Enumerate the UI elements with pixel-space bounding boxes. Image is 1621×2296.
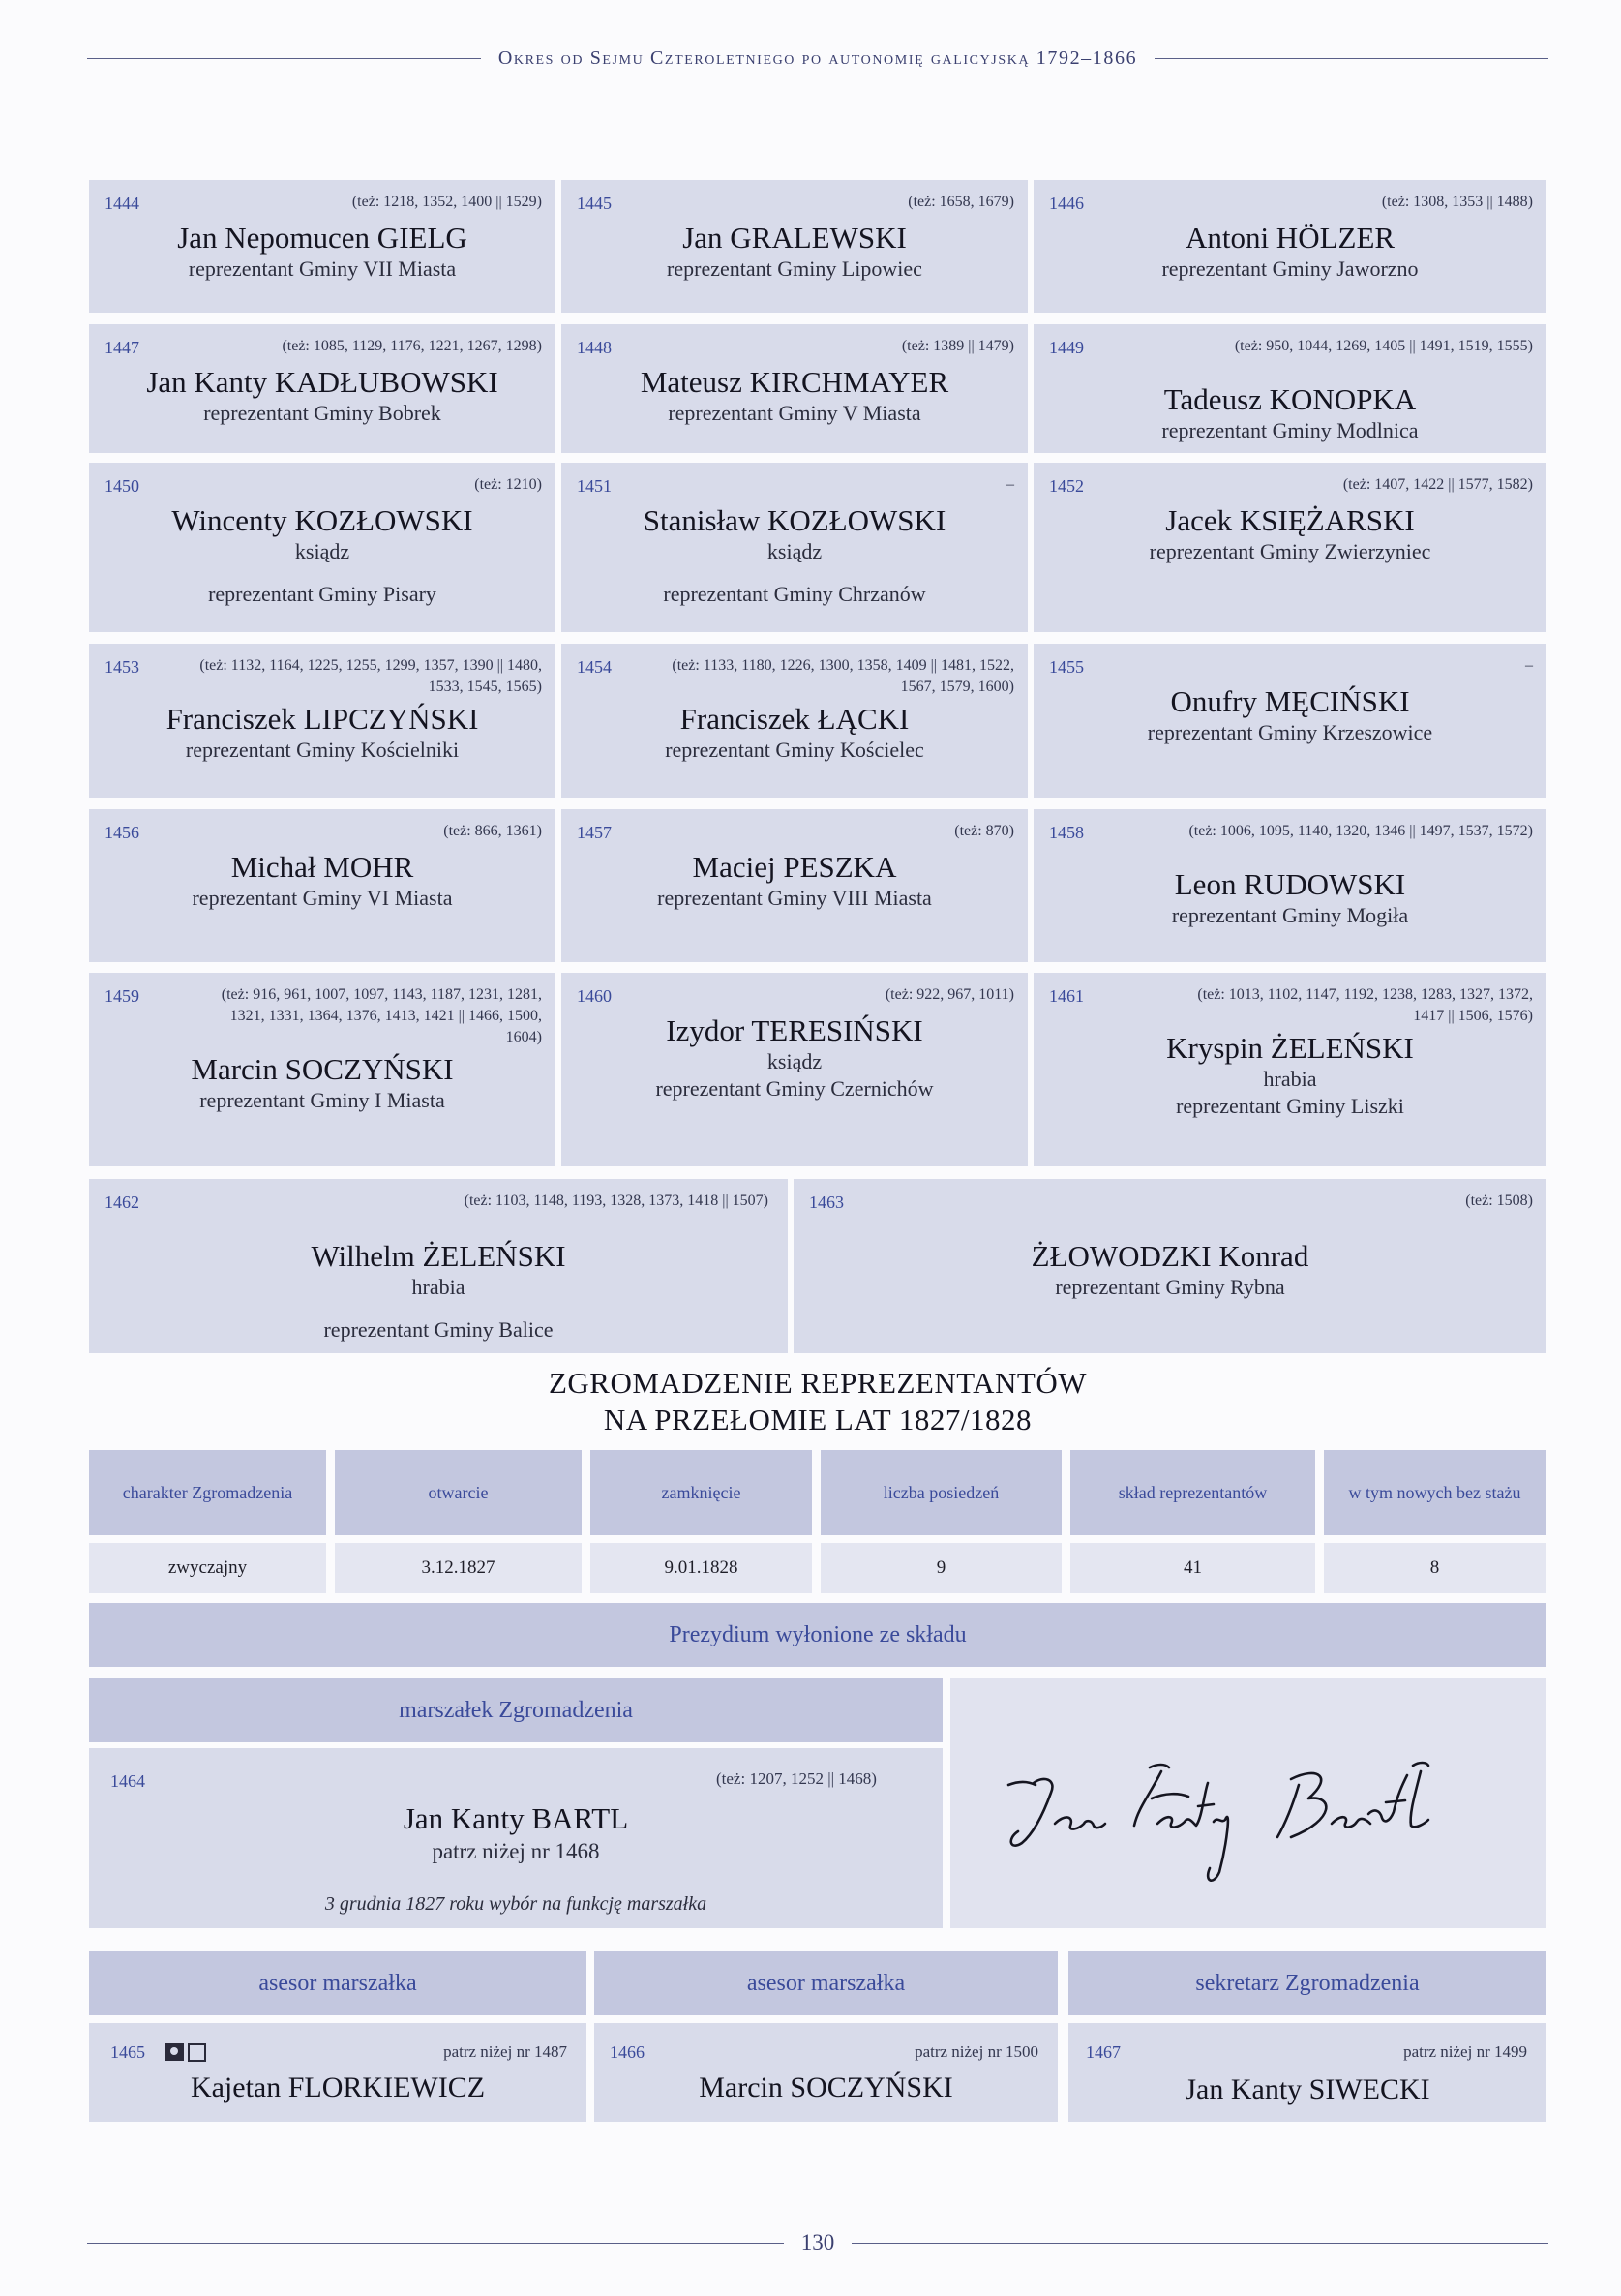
representative-card [89,973,555,1166]
cross-references: (też: 1218, 1352, 1400 || 1529) [351,194,542,210]
empty-box-icon [188,2043,206,2062]
member-card [594,2023,1058,2122]
representative-name: Stanisław KOZŁOWSKI [643,503,946,537]
entry-number: 1453 [105,657,139,677]
representative-name: Leon RUDOWSKI [1174,867,1406,901]
representative-name: Wincenty KOZŁOWSKI [171,503,473,537]
entry-number: 1445 [577,194,612,213]
representative-detail: hrabia [1263,1067,1317,1091]
entry-number: 1450 [105,476,139,496]
cross-references: (też: 1308, 1353 || 1488) [1381,194,1533,210]
entry-number: 1461 [1049,986,1084,1006]
representative-card [561,324,1028,453]
marshal-label: marszałek Zgromadzenia [89,1678,943,1742]
member-name: Jan Kanty SIWECKI [1185,2073,1430,2105]
assembly-title [89,1365,1546,1438]
cross-references: (też: 1085, 1129, 1176, 1221, 1267, 1298) [282,338,542,354]
entry-number: 1456 [105,823,139,842]
representative-name: Izydor TERESIŃSKI [666,1013,923,1047]
representative-card [1034,973,1546,1166]
cross-references: (też: 922, 967, 1011) [885,986,1014,1003]
representative-card [89,324,555,453]
table-cell: 9 [821,1543,1062,1593]
role-label: asesor marszałka [89,1951,586,2015]
entry-number: 1448 [577,338,612,357]
representative-card [1034,180,1546,313]
representative-card [89,809,555,962]
signature-panel [950,1678,1546,1928]
running-header-title: Okres od Sejmu Czteroletniego po autonomię galicyjską 1792–1866 [497,46,1138,69]
representative-card [561,644,1028,798]
see-reference: patrz niżej nr 1499 [1403,2042,1527,2061]
representative-card [561,973,1028,1166]
header-rule-right [1155,58,1548,59]
footer-rule-right [852,2243,1548,2244]
see-reference: patrz niżej nr 1468 [432,1839,600,1863]
table-header-cell: otwarcie [335,1450,582,1535]
entry-number: 1460 [577,986,612,1006]
representative-constituency: reprezentant Gminy Rybna [1055,1275,1285,1299]
representative-detail: reprezentant Gminy Kościelniki [185,738,460,762]
representative-card [89,463,555,632]
representative-detail: reprezentant Gminy Jaworzno [1161,257,1419,281]
representative-detail: reprezentant Gminy Pisary [208,582,436,606]
table-header-cell: liczba posiedzeń [821,1450,1062,1535]
card-row [89,463,1546,632]
cross-references: (też: 916, 961, 1007, 1097, 1143, 1187, 1231, 1281, 1321, 1331, 1364, 1376, 1413, 1421 || 1466, 1500, 1604) [221,986,542,1045]
representative-card [561,809,1028,962]
cross-references: (też: 950, 1044, 1269, 1405 || 1491, 1519, 1555) [1234,338,1533,354]
representative-name: ŻŁOWODZKI Konrad [1031,1239,1309,1273]
representative-detail: reprezentant Gminy VII Miasta [188,257,457,281]
cross-references: (też: 1407, 1422 || 1577, 1582) [1342,476,1533,493]
representative-name: Marcin SOCZYŃSKI [191,1052,454,1086]
representative-detail: reprezentant Gminy V Miasta [668,401,921,425]
marshal-signature [950,1678,1546,1928]
entry-number: 1452 [1049,476,1084,496]
member-card [1068,2023,1546,2122]
representative-name: Maciej PESZKA [692,850,897,884]
page-number: 130 [800,2230,835,2254]
entry-number: 1444 [105,194,139,213]
representative-detail: reprezentant Gminy Lipowiec [667,257,922,281]
representative-name: Jan Kanty KADŁUBOWSKI [146,365,498,399]
member-card [89,2023,586,2122]
table-cell: 8 [1324,1543,1546,1593]
representative-card [794,1179,1546,1353]
table-cell: 3.12.1827 [335,1543,582,1593]
role-label: asesor marszałka [594,1951,1058,2015]
cross-references: (też: 1133, 1180, 1226, 1300, 1358, 1409 || 1481, 1522, 1567, 1579, 1600) [672,657,1014,695]
representative-detail: reprezentant Gminy Liszki [1176,1094,1404,1118]
representative-name: Mateusz KIRCHMAYER [640,365,949,399]
header-rule-left [87,58,481,59]
representative-card [1034,463,1546,632]
representative-constituency: reprezentant Gminy Balice [323,1317,554,1342]
representative-card [89,1179,788,1353]
marshal-name: Jan Kanty BARTL [403,1801,629,1835]
entry-number: 1457 [577,823,612,842]
card-row [89,644,1546,798]
table-header-cell: zamknięcie [590,1450,812,1535]
representative-detail: reprezentant Gminy Chrzanów [663,582,926,606]
marshal-card [89,1748,943,1928]
footer-rule-left [87,2243,784,2244]
table-header-cell: charakter Zgromadzenia [89,1450,326,1535]
assembly-table-row [89,1543,1546,1593]
cross-references: (też: 1013, 1102, 1147, 1192, 1238, 1283, 1327, 1372, 1417 || 1506, 1576) [1197,986,1533,1024]
representative-detail: reprezentant Gminy VIII Miasta [657,886,932,910]
member-name: Marcin SOCZYŃSKI [699,2071,953,2103]
table-cell: zwyczajny [89,1543,326,1593]
representative-name: Wilhelm ŻELEŃSKI [311,1239,566,1273]
representative-name: Kryspin ŻELEŃSKI [1166,1031,1414,1065]
representative-detail: reprezentant Gminy Bobrek [203,401,441,425]
representative-name: Onufry MĘCIŃSKI [1170,684,1410,718]
representative-detail: reprezentant Gminy VI Miasta [192,886,453,910]
representative-detail: ksiądz [766,1049,823,1073]
member-name: Kajetan FLORKIEWICZ [190,2071,486,2103]
representative-name: Tadeusz KONOPKA [1163,382,1417,416]
running-header [87,41,1548,76]
representative-card [1034,324,1546,453]
representative-detail: reprezentant Gminy I Miasta [199,1088,445,1112]
cross-references: (też: 1207, 1252 || 1468) [716,1769,877,1788]
card-row [89,324,1546,453]
card-row [89,809,1546,962]
representative-card [1034,809,1546,962]
representative-detail: reprezentant Gminy Czernichów [655,1076,934,1101]
see-reference: patrz niżej nr 1487 [443,2042,567,2061]
assembly-title-line: ZGROMADZENIE REPREZENTANTÓW [548,1366,1088,1400]
entry-number: 1451 [577,476,612,496]
representative-card [561,463,1028,632]
representative-detail: reprezentant Gminy Zwierzyniec [1149,539,1431,563]
cross-references: (też: 1006, 1095, 1140, 1320, 1346 || 1497, 1537, 1572) [1188,823,1533,839]
entry-number: 1467 [1086,2042,1121,2062]
cross-references: (też: 1508) [1465,1193,1533,1209]
representative-name: Franciszek ŁĄCKI [679,702,910,736]
representative-name: Jacek KSIĘŻARSKI [1165,503,1415,537]
entry-number: 1455 [1049,657,1084,677]
election-note: 3 grudnia 1827 roku wybór na funkcję marszałka [324,1893,707,1915]
table-cell: 41 [1070,1543,1315,1593]
page-footer [87,2226,1548,2259]
assembly-title-line: NA PRZEŁOMIE LAT 1827/1828 [603,1403,1033,1436]
cross-references: (też: 1132, 1164, 1225, 1255, 1299, 1357, 1390 || 1480, 1533, 1545, 1565) [199,657,542,695]
representative-name: Franciszek LIPCZYŃSKI [165,702,479,736]
presidium-band: Prezydium wyłonione ze składu [89,1603,1546,1667]
cross-references: (też: 1103, 1148, 1193, 1328, 1373, 1418 || 1507) [464,1193,768,1209]
representative-name: Jan GRALEWSKI [682,221,907,255]
representative-detail: ksiądz [766,539,823,563]
entry-number: 1466 [610,2042,645,2062]
card-row [89,1179,1546,1353]
representative-detail: ksiądz [294,539,350,563]
table-header-cell: skład reprezentantów [1070,1450,1315,1535]
cross-references: (też: 1389 || 1479) [901,338,1014,354]
representative-card [1034,644,1546,798]
entry-number: 1458 [1049,823,1084,842]
entry-number: 1463 [809,1193,844,1212]
portrait-icon [165,2043,184,2061]
see-reference: patrz niżej nr 1500 [915,2042,1038,2061]
cross-references: (też: 1658, 1679) [908,194,1014,210]
representative-card [89,180,555,313]
representative-card [561,180,1028,313]
representative-detail: reprezentant Gminy Mogiła [1171,903,1409,927]
entry-number: 1447 [105,338,139,357]
entry-number: 1464 [110,1771,145,1791]
entry-number: 1462 [105,1193,139,1212]
cross-references: – [1006,476,1014,493]
card-row [89,973,1546,1166]
entry-number: 1454 [577,657,612,677]
representative-name: Jan Nepomucen GIELG [177,221,467,255]
representative-name: Antoni HÖLZER [1185,221,1396,255]
entry-number: 1465 [110,2042,145,2062]
table-cell: 9.01.1828 [590,1543,812,1593]
representative-card [89,644,555,798]
representative-detail: reprezentant Gminy Krzeszowice [1147,720,1433,744]
representative-name: Michał MOHR [230,850,414,884]
assembly-table-header [89,1450,1546,1535]
card-row [89,180,1546,313]
representative-detail: reprezentant Gminy Kościelec [665,738,924,762]
entry-number: 1446 [1049,194,1084,213]
representative-detail: reprezentant Gminy Modlnica [1161,418,1419,442]
representative-title: hrabia [411,1275,465,1299]
role-label: sekretarz Zgromadzenia [1068,1951,1546,2015]
entry-number: 1459 [105,986,139,1006]
cross-references: – [1525,657,1533,674]
table-header-cell: w tym nowych bez stażu [1324,1450,1546,1535]
cross-references: (też: 866, 1361) [443,823,542,839]
cross-references: (też: 870) [954,823,1014,839]
cross-references: (też: 1210) [474,476,542,493]
entry-number: 1449 [1049,338,1084,357]
